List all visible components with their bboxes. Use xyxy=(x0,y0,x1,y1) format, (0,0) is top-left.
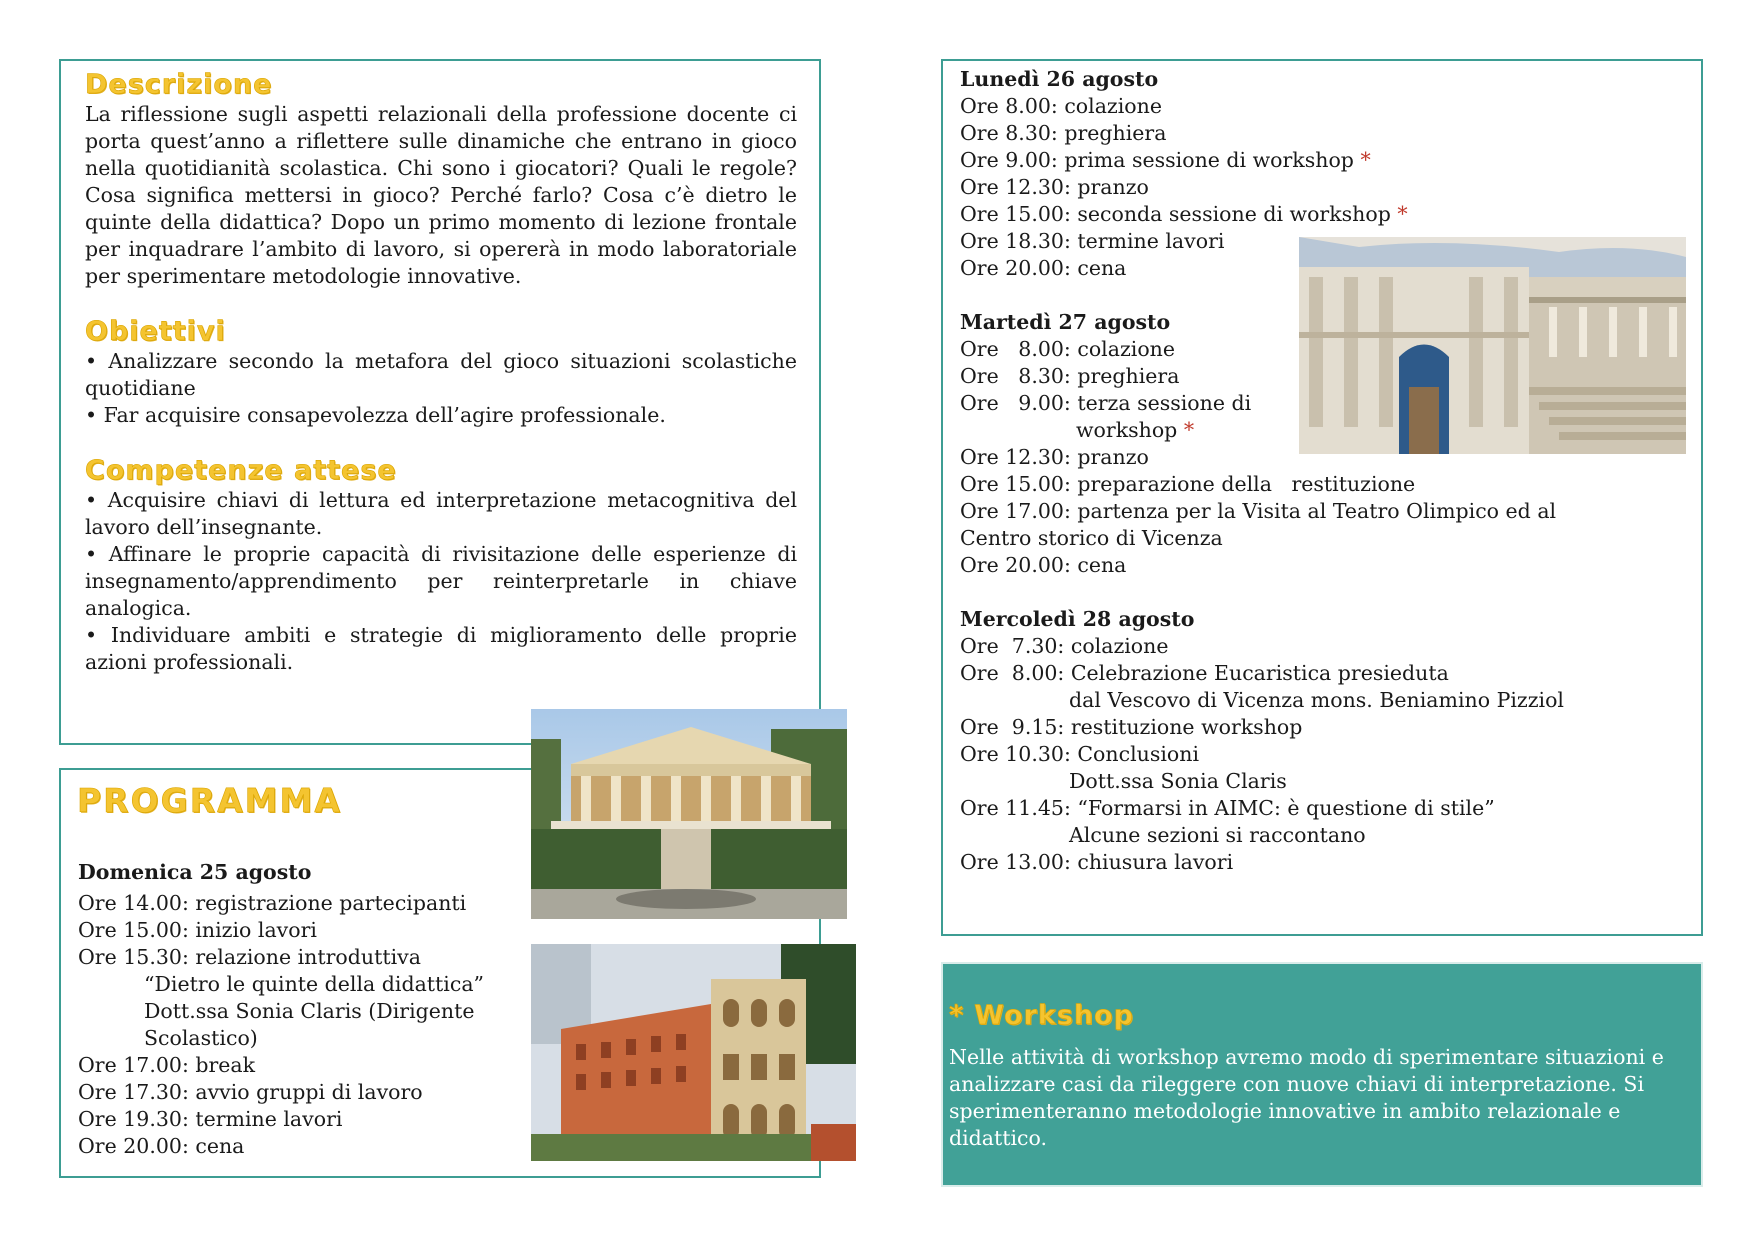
descrizione-heading: Descrizione xyxy=(85,69,273,100)
day-title: Domenica 25 agosto xyxy=(78,860,312,884)
workshop-heading: * Workshop xyxy=(949,1000,1134,1031)
schedule-line: Alcune sezioni si raccontano xyxy=(1069,823,1366,847)
palazzo-photo xyxy=(531,944,856,1161)
competenze-item: • Individuare ambiti e strategie di miglioramento delle proprie azioni professionali. xyxy=(85,622,797,676)
schedule-line: Ore 8.00: colazione xyxy=(960,337,1175,361)
domenica-schedule xyxy=(78,859,484,1160)
schedule-line: Centro storico di Vicenza xyxy=(960,526,1223,550)
description-panel xyxy=(59,59,821,745)
weekday-schedule xyxy=(960,66,1564,876)
schedule-line: Scolastico) xyxy=(144,1026,258,1050)
obiettivi-heading: Obiettivi xyxy=(85,316,226,347)
day-title: Martedì 27 agosto xyxy=(960,310,1171,334)
star-marker: * xyxy=(1183,418,1195,442)
villa-photo xyxy=(531,709,847,919)
schedule-line: Ore 17.00: partenza per la Visita al Teatro Olimpico ed al xyxy=(960,499,1557,523)
day-title: Lunedì 26 agosto xyxy=(960,67,1159,91)
programma-heading: PROGRAMMA xyxy=(77,781,342,820)
descrizione-text: La riflessione sugli aspetti relazionali della professione docente ci porta quest’anno a riflettere sulle dinamiche che entrano in gioco nella quotidianità scolastica. Chi sono i giocatori? Quali le regole? Cosa significa mettersi in gioco? Perché farlo? Cosa c’è dietro le quinte della didattica? Dopo un primo momento di lezione frontale per inquadrare l’ambito di lavoro, si opererà in modo laboratoriale per sperimentare metodologie innovative. xyxy=(85,102,797,288)
star-marker: * xyxy=(949,1000,965,1031)
schedule-line: Ore 8.30: preghiera xyxy=(960,364,1180,388)
schedule-line: Ore 9.00: terza sessione di xyxy=(960,391,1252,415)
schedule-line: Ore 15.00: preparazione della restituzione xyxy=(960,472,1416,496)
obiettivi-item: • Analizzare secondo la metafora del gioco situazioni scolastiche quotidiane xyxy=(85,348,797,402)
schedule-panel xyxy=(941,59,1703,936)
schedule-line: Ore 8.30: preghiera xyxy=(960,121,1167,145)
day-title: Mercoledì 28 agosto xyxy=(960,607,1195,631)
schedule-line: Ore 17.00: break xyxy=(78,1053,256,1077)
schedule-line: Ore 20.00: cena xyxy=(78,1134,245,1158)
schedule-line: Ore 10.30: Conclusioni xyxy=(960,742,1200,766)
schedule-line: workshop * xyxy=(1076,418,1195,442)
schedule-line: “Dietro le quinte della didattica” xyxy=(144,972,485,996)
schedule-line: Ore 20.00: cena xyxy=(960,256,1127,280)
schedule-line: Ore 7.30: colazione xyxy=(960,634,1169,658)
competenze-heading: Competenze attese xyxy=(85,455,397,486)
schedule-line: Ore 14.00: registrazione partecipanti xyxy=(78,891,467,915)
schedule-line: Ore 17.30: avvio gruppi di lavoro xyxy=(78,1080,423,1104)
schedule-line: Ore 8.00: Celebrazione Eucaristica presieduta xyxy=(960,661,1449,685)
schedule-line: Ore 19.30: termine lavori xyxy=(78,1107,343,1131)
competenze-item: • Acquisire chiavi di lettura ed interpretazione metacognitiva del lavoro dell’insegnante. xyxy=(85,487,797,541)
schedule-line: Ore 12.30: pranzo xyxy=(960,445,1149,469)
schedule-line: Ore 11.45: “Formarsi in AIMC: è questione di stile” xyxy=(960,796,1495,820)
schedule-line: Ore 9.15: restituzione workshop xyxy=(960,715,1303,739)
schedule-line: dal Vescovo di Vicenza mons. Beniamino Pizziol xyxy=(1069,688,1564,712)
schedule-line: Ore 13.00: chiusura lavori xyxy=(960,850,1234,874)
schedule-line: Dott.ssa Sonia Claris (Dirigente xyxy=(144,999,475,1023)
schedule-line: Ore 20.00: cena xyxy=(960,553,1127,577)
schedule-line: Ore 15.00: seconda sessione di workshop * xyxy=(960,202,1408,226)
schedule-line: Ore 12.30: pranzo xyxy=(960,175,1149,199)
star-marker: * xyxy=(1360,148,1371,172)
schedule-line: Ore 15.30: relazione introduttiva xyxy=(78,945,421,969)
workshop-panel xyxy=(941,962,1703,1187)
workshop-text: Nelle attività di workshop avremo modo di sperimentare situazioni e analizzare casi da rileggere con nuove chiavi di interpretazione. Si sperimenteranno metodologie innovative in ambito relazionale e didattico. xyxy=(949,1045,1664,1150)
competenze-item: • Affinare le proprie capacità di rivisitazione delle esperienze di insegnamento/apprendimento per reinterpretarle in chiave analogica. xyxy=(85,541,797,622)
schedule-line: Ore 18.30: termine lavori xyxy=(960,229,1225,253)
obiettivi-item: • Far acquisire consapevolezza dell’agire professionale. xyxy=(85,402,797,429)
schedule-line: Ore 15.00: inizio lavori xyxy=(78,918,317,942)
star-marker: * xyxy=(1397,202,1408,226)
schedule-line: Ore 8.00: colazione xyxy=(960,94,1162,118)
schedule-line: Ore 9.00: prima sessione di workshop * xyxy=(960,148,1371,172)
teatro-olimpico-photo xyxy=(1299,237,1686,454)
schedule-line: Dott.ssa Sonia Claris xyxy=(1069,769,1287,793)
